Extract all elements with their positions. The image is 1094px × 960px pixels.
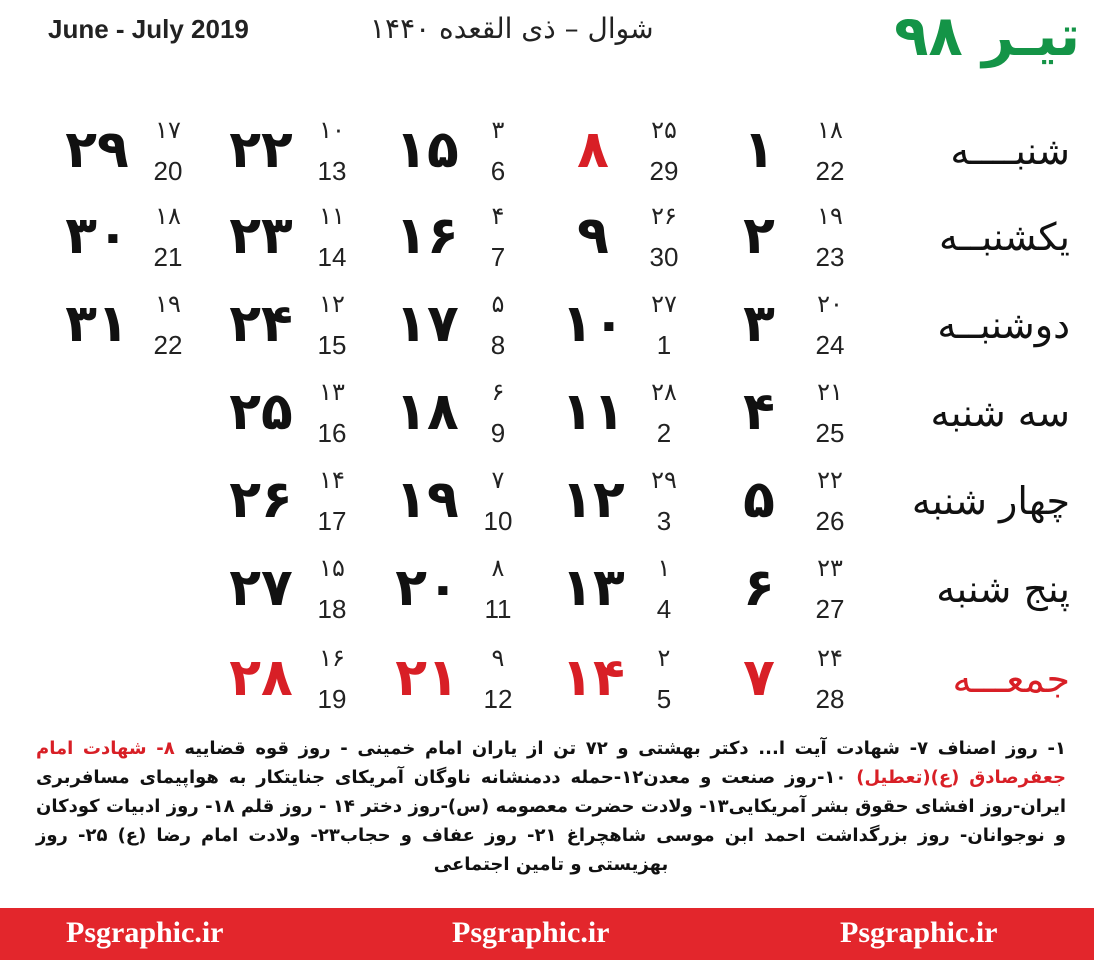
events-highlight: ۸- شهادت امام جعفرصادق (ع)(تعطیل) xyxy=(36,738,1066,788)
gregorian-day-number: 13 xyxy=(317,156,347,186)
events-part-1: ۱- روز اصناف ۷- شهادت آیت ا... دکتر بهشتی و ۷۲ تن از یاران امام خمینی - روز قوه قضاییه xyxy=(174,738,1066,759)
day-cell[interactable] xyxy=(386,204,554,284)
hijri-day-number: ۳ xyxy=(491,116,505,144)
day-cell[interactable] xyxy=(552,118,720,198)
gregorian-day-number: 6 xyxy=(490,156,506,186)
hijri-day-number: ۶ xyxy=(491,378,505,406)
gregorian-day-number: 1 xyxy=(656,330,672,360)
hijri-day-number: ۱۸ xyxy=(155,202,181,230)
gregorian-day-number: 14 xyxy=(317,242,347,272)
solar-day-number: ۲۰ xyxy=(395,558,459,618)
day-cell[interactable] xyxy=(718,468,886,548)
hijri-day-number: ۲۹ xyxy=(651,466,677,494)
weekday-label: جمعـــه xyxy=(952,657,1070,701)
gregorian-day-number: 17 xyxy=(317,506,347,536)
weekday-label: شنبــــه xyxy=(950,129,1070,173)
day-cell[interactable] xyxy=(386,292,554,372)
hijri-day-number: ۱۲ xyxy=(319,290,345,318)
hijri-day-number: ۱ xyxy=(657,554,671,582)
day-cell[interactable] xyxy=(56,292,224,372)
gregorian-day-number: 21 xyxy=(153,242,183,272)
day-cell[interactable] xyxy=(220,556,388,636)
hijri-day-number: ۱۳ xyxy=(319,378,345,406)
gregorian-day-number: 22 xyxy=(153,330,183,360)
day-cell[interactable] xyxy=(718,118,886,198)
events-text xyxy=(36,734,1066,879)
month-title: تیـر ۹۸ xyxy=(894,4,1080,69)
day-cell[interactable] xyxy=(220,468,388,548)
hijri-day-number: ۲۵ xyxy=(651,116,677,144)
solar-day-number: ۲۵ xyxy=(229,382,293,442)
hijri-day-number: ۱۸ xyxy=(817,116,843,144)
solar-day-number: ۵ xyxy=(743,470,775,530)
day-cell[interactable] xyxy=(220,646,388,726)
hijri-day-number: ۲۴ xyxy=(817,644,843,672)
solar-day-number: ۲۷ xyxy=(229,558,293,618)
hijri-day-number: ۵ xyxy=(491,290,505,318)
hijri-day-number: ۲۷ xyxy=(651,290,677,318)
day-cell[interactable] xyxy=(552,468,720,548)
solar-day-number: ۱۴ xyxy=(561,648,625,708)
solar-day-number: ۳۱ xyxy=(65,294,129,354)
day-cell[interactable] xyxy=(718,556,886,636)
solar-day-number: ۲ xyxy=(743,206,775,266)
solar-day-number: ۱۵ xyxy=(395,120,459,180)
hijri-day-number: ۱۷ xyxy=(155,116,181,144)
solar-day-number: ۲۴ xyxy=(229,294,293,354)
events-part-3: ۱۰-روز صنعت و معدن۱۲-حمله ددمنشانه ناوگان آمریکای جنایتکار به هواپیمای مسافربری ایران-روز افشای حقوق بشر آمریکایی۱۳- ولادت حضرت معصومه (س)-روز دختر ۱۴ - روز قلم ۱۸- روز ادبیات کودکان و نوجوانان- روز بزرگداشت احمد ابن موسی شاهچراغ ۲۱- روز عفاف و حجاب۲۳- ولادت امام رضا (ع) ۲۵- روز بهزیستی و تامین اجتماعی xyxy=(36,767,1066,875)
gregorian-day-number: 29 xyxy=(649,156,679,186)
day-cell[interactable] xyxy=(718,380,886,460)
hijri-day-number: ۲۲ xyxy=(817,466,843,494)
gregorian-day-number: 11 xyxy=(484,594,512,624)
day-cell[interactable] xyxy=(552,292,720,372)
weekday-label: دوشنبــه xyxy=(937,303,1070,347)
solar-day-number: ۴ xyxy=(743,382,775,442)
hijri-day-number: ۱۹ xyxy=(817,202,843,230)
solar-day-number: ۲۶ xyxy=(229,470,293,530)
solar-day-number: ۲۱ xyxy=(395,648,459,708)
solar-day-number: ۱۱ xyxy=(561,382,625,442)
gregorian-day-number: 19 xyxy=(317,684,347,714)
solar-day-number: ۶ xyxy=(743,558,775,618)
hijri-day-number: ۹ xyxy=(491,644,505,672)
footer-bar xyxy=(0,908,1094,960)
hijri-day-number: ۲۰ xyxy=(817,290,843,318)
hijri-day-number: ۱۴ xyxy=(319,466,345,494)
gregorian-day-number: 8 xyxy=(490,330,506,360)
solar-day-number: ۲۹ xyxy=(65,120,129,180)
solar-day-number: ۲۲ xyxy=(229,120,293,180)
gregorian-day-number: 23 xyxy=(815,242,845,272)
day-cell[interactable] xyxy=(56,204,224,284)
gregorian-day-number: 15 xyxy=(317,330,347,360)
solar-day-number: ۲۸ xyxy=(229,648,293,708)
day-cell[interactable] xyxy=(386,468,554,548)
hijri-day-number: ۸ xyxy=(491,554,505,582)
gregorian-day-number: 12 xyxy=(483,684,513,714)
weekday-label: پنج شنبه xyxy=(936,567,1070,611)
footer-link-right[interactable]: Psgraphic.ir xyxy=(840,916,998,949)
gregorian-day-number: 3 xyxy=(656,506,672,536)
gregorian-day-number: 25 xyxy=(815,418,845,448)
solar-day-number: ۱۶ xyxy=(395,206,459,266)
gregorian-day-number: 5 xyxy=(656,684,672,714)
weekday-label: سه شنبه xyxy=(930,391,1070,435)
day-cell[interactable] xyxy=(552,646,720,726)
day-cell[interactable] xyxy=(386,556,554,636)
solar-day-number: ۱ xyxy=(743,120,775,180)
day-cell[interactable] xyxy=(552,204,720,284)
solar-day-number: ۸ xyxy=(577,120,609,180)
hijri-day-number: ۲۳ xyxy=(817,554,843,582)
gregorian-day-number: 18 xyxy=(317,594,347,624)
hijri-day-number: ۱۵ xyxy=(319,554,345,582)
gregorian-day-number: 7 xyxy=(490,242,506,272)
hijri-day-number: ۱۰ xyxy=(319,116,345,144)
hijri-day-number: ۱۶ xyxy=(319,644,345,672)
gregorian-day-number: 20 xyxy=(153,156,183,186)
solar-day-number: ۷ xyxy=(743,648,775,708)
solar-day-number: ۱۸ xyxy=(395,382,459,442)
day-cell[interactable] xyxy=(386,646,554,726)
hijri-day-number: ۲۱ xyxy=(817,378,843,406)
gregorian-day-number: 2 xyxy=(656,418,672,448)
solar-day-number: ۳۰ xyxy=(65,206,129,266)
day-cell[interactable] xyxy=(220,380,388,460)
day-cell[interactable] xyxy=(552,380,720,460)
footer-link-center[interactable]: Psgraphic.ir xyxy=(452,916,610,949)
hijri-day-number: ۱۹ xyxy=(155,290,181,318)
hijri-day-number: ۲۸ xyxy=(651,378,677,406)
hijri-day-number: ۲ xyxy=(657,644,671,672)
gregorian-day-number: 26 xyxy=(815,506,845,536)
solar-day-number: ۱۹ xyxy=(395,470,459,530)
hijri-day-number: ۱۱ xyxy=(319,202,345,230)
solar-day-number: ۲۳ xyxy=(229,206,293,266)
day-cell[interactable] xyxy=(718,646,886,726)
weekday-label: چهار شنبه xyxy=(911,479,1070,523)
solar-day-number: ۱۳ xyxy=(561,558,625,618)
day-cell[interactable] xyxy=(220,118,388,198)
day-cell[interactable] xyxy=(220,204,388,284)
solar-day-number: ۱۰ xyxy=(561,294,625,354)
solar-day-number: ۳ xyxy=(743,294,775,354)
hijri-day-number: ۴ xyxy=(491,202,505,230)
solar-day-number: ۹ xyxy=(577,206,609,266)
gregorian-day-number: 16 xyxy=(317,418,347,448)
gregorian-months: June - July 2019 xyxy=(48,14,249,44)
gregorian-day-number: 10 xyxy=(483,506,513,536)
gregorian-day-number: 30 xyxy=(649,242,679,272)
day-cell[interactable] xyxy=(386,380,554,460)
day-cell[interactable] xyxy=(552,556,720,636)
weekday-label: یکشنبــه xyxy=(938,215,1070,259)
gregorian-day-number: 4 xyxy=(656,594,672,624)
solar-day-number: ۱۲ xyxy=(561,470,625,530)
day-cell[interactable] xyxy=(718,292,886,372)
hijri-day-number: ۲۶ xyxy=(651,202,677,230)
hijri-months: شوال – ذی القعده ۱۴۴۰ xyxy=(370,12,654,45)
gregorian-day-number: 24 xyxy=(815,330,845,360)
day-cell[interactable] xyxy=(56,118,224,198)
day-cell[interactable] xyxy=(220,292,388,372)
day-cell[interactable] xyxy=(386,118,554,198)
footer-link-left[interactable]: Psgraphic.ir xyxy=(66,916,224,949)
gregorian-day-number: 28 xyxy=(815,684,845,714)
gregorian-day-number: 9 xyxy=(490,418,506,448)
hijri-day-number: ۷ xyxy=(491,466,505,494)
gregorian-day-number: 22 xyxy=(815,156,845,186)
solar-day-number: ۱۷ xyxy=(395,294,459,354)
day-cell[interactable] xyxy=(718,204,886,284)
gregorian-day-number: 27 xyxy=(815,594,845,624)
